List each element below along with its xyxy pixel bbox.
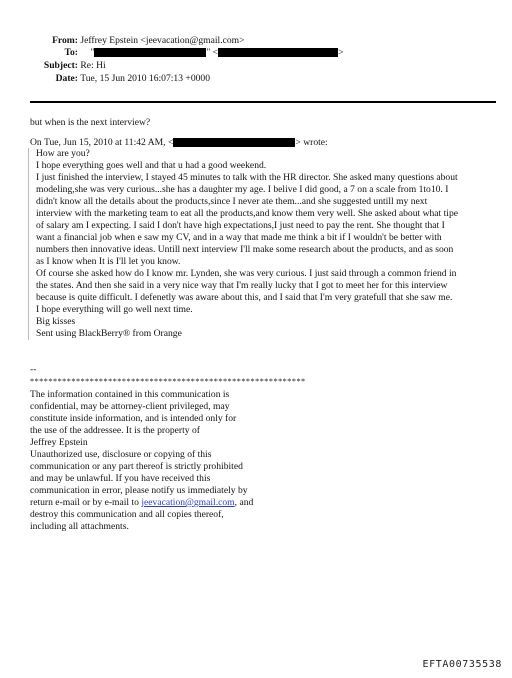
quoted-intro-suffix: > wrote: <box>295 137 328 148</box>
disclaimer-separator: ************************************************************ <box>30 377 306 386</box>
subject-value: Re: Hi <box>80 60 106 71</box>
quoted-line: modeling,she was very curious...she has a daughter my age. I belive I did good, a 7 on a scale from 1to10. I <box>36 184 449 195</box>
disclaimer-line: Unauthorized use, disclosure or copying of this <box>30 449 212 460</box>
disclaimer-line: constitute inside information, and is intended only for <box>30 413 237 424</box>
disclaimer-line: Jeffrey Epstein <box>30 437 88 448</box>
redaction-to-name <box>94 48 206 57</box>
quoted-line: I just finished the interview, I stayed 45 minutes to talk with the HR director. She asked many questions about <box>36 172 458 183</box>
to-value-mid: " < <box>206 47 219 58</box>
disclaimer-line: including all attachments. <box>30 521 129 532</box>
from-row <box>30 35 245 47</box>
disclaimer-line: communication or any part thereof is strictly prohibited <box>30 461 243 472</box>
disclaimer-line: and may be unlawful. If you have received this <box>30 473 211 484</box>
quoted-line: I hope everything will go well next time. <box>36 304 193 315</box>
date-row <box>30 73 210 85</box>
reply-text: but when is the next interview? <box>30 117 151 128</box>
quoted-intro-prefix: On Tue, Jun 15, 2010 at 11:42 AM, < <box>30 137 174 148</box>
header-divider <box>30 101 496 103</box>
quoted-line: interview with the marketing team to eat all the products,and know them very well. She asked about what tipe <box>36 208 459 219</box>
disclaimer-link-line <box>30 497 253 509</box>
quoted-line: of salary am I expecting. I said I don't have high expectations,I just need to pay the rent. She thought that I <box>36 220 445 231</box>
date-value: Tue, 15 Jun 2010 16:07:13 +0000 <box>80 73 211 84</box>
to-value-suffix: > <box>338 47 344 58</box>
from-value: Jeffrey Epstein <jeevacation@gmail.com> <box>80 35 245 46</box>
quoted-line: want a financial job when e saw my CV, and in a way that made me think a bit if I wouldn't be better with <box>36 232 442 243</box>
disclaimer-link-prefix: return e-mail or by e-mail to <box>30 497 142 508</box>
disclaimer-link-suffix: , and <box>234 497 254 508</box>
subject-label: Subject: <box>43 60 78 71</box>
redaction-sender-email <box>173 138 295 147</box>
disclaimer <box>30 389 253 533</box>
subject-row <box>30 60 106 72</box>
quoted-line: Big kisses <box>36 316 76 327</box>
from-label: From: <box>52 35 78 46</box>
quoted-line: numbers then innovative ideas. Untill next interview I'll make some research about the products, and as soon <box>36 244 454 255</box>
email-link[interactable]: jeevacation@gmail.com <box>141 497 235 508</box>
to-row <box>30 47 343 59</box>
redaction-to-email <box>218 48 338 57</box>
signature-dashes: -- <box>30 364 37 375</box>
quoted-line: Sent using BlackBerry® from Orange <box>36 328 182 339</box>
to-value-prefix: " <box>90 47 95 58</box>
quoted-line: the states. And then she said in a very nice way that I'm really lucky that I got to meet her for this interview <box>36 280 448 291</box>
disclaimer-line: confidential, may be attorney-client privileged, may <box>30 401 230 412</box>
date-label: Date: <box>55 73 78 84</box>
quoted-line: How are you? <box>36 148 90 159</box>
quoted-message <box>28 148 506 340</box>
to-label: To: <box>64 47 78 58</box>
disclaimer-line: destroy this communication and all copies thereof, <box>30 509 224 520</box>
disclaimer-line: communication in error, please notify us immediately by <box>30 485 248 496</box>
quoted-line: because is quite difficult. I defenetly was aware about this, and I said that I'm very gratefull that she saw me. <box>36 292 453 303</box>
quoted-line: Of course she asked how do I know mr. Lynden, she was very curious. I just said through a common friend in <box>36 268 457 279</box>
quoted-line: as I know when It is I'll let you know. <box>36 256 181 267</box>
bates-number: EFTA00735538 <box>422 659 502 670</box>
disclaimer-line: the use of the addressee. It is the property of <box>30 425 200 436</box>
quoted-line: I hope everything goes well and that u had a good weekend. <box>36 160 267 171</box>
quoted-line: didn't know all the details about the products,since I never ate them...and she suggested untill my next <box>36 196 428 207</box>
disclaimer-line: The information contained in this communication is <box>30 389 230 400</box>
